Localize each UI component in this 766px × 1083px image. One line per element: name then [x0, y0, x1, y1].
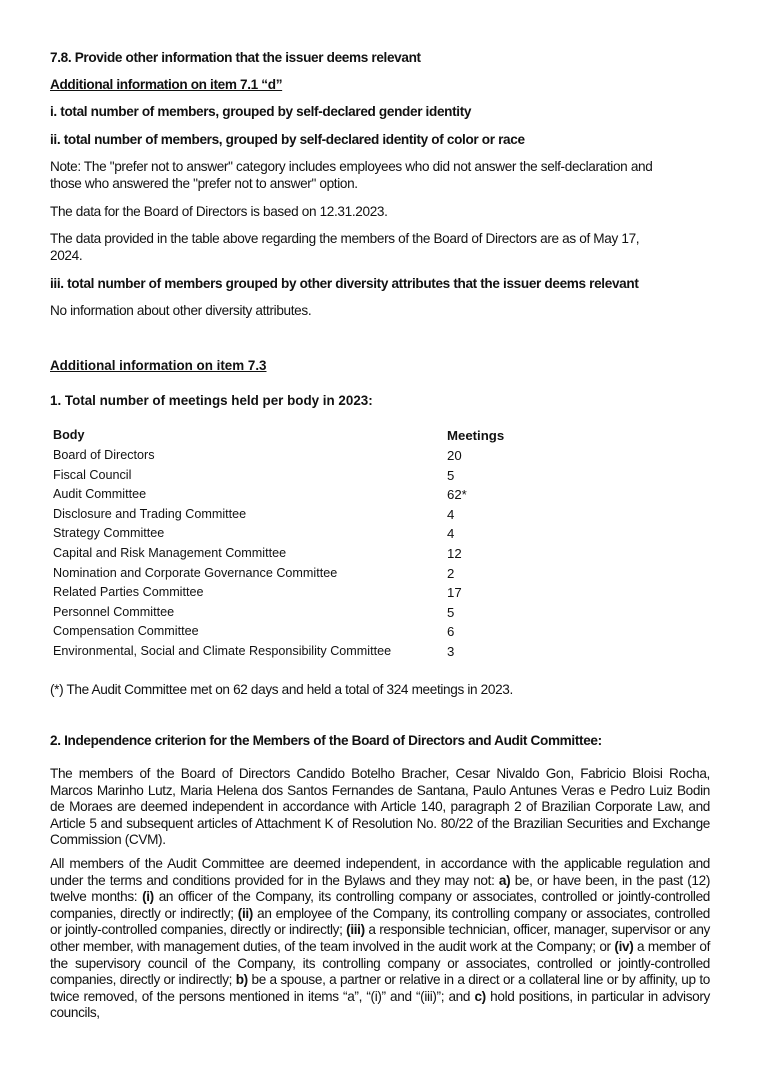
audit-footnote: (*) The Audit Committee met on 62 days and held a total of 324 meetings in 2023. — [50, 682, 513, 697]
meetings-cell: 4 — [447, 526, 455, 542]
subheading-item-73: Additional information on item 7.3 — [50, 358, 267, 373]
audit-text-7: be a spouse, a partner or relative in a direct or a collateral line or by affinity, up to twice removed, of the persons mentioned in items “a”, “(i)” and “(iii)”; and — [50, 972, 710, 1004]
note-line-1: Note: The "prefer not to answer" category includes employees who did not answer the self-declaration and — [50, 159, 653, 174]
table-row — [53, 448, 613, 468]
audit-text-8: hold positions, in particular in advisory councils, — [50, 988, 710, 1021]
table-row — [53, 526, 613, 546]
audit-bold-c: c) — [474, 988, 486, 1004]
body-cell: Strategy Committee — [53, 526, 165, 541]
body-cell: Related Parties Committee — [53, 585, 204, 600]
section-title: 7.8. Provide other information that the issuer deems relevant — [50, 50, 421, 65]
body-cell: Board of Directors — [53, 448, 155, 462]
body-cell: Environmental, Social and Climate Responsibility Committee — [53, 644, 392, 658]
item-iii-heading: iii. total number of members grouped by other diversity attributes that the issuer deems relevant — [50, 276, 639, 291]
meetings-cell: 3 — [447, 644, 455, 659]
table-row — [53, 487, 613, 507]
body-cell: Personnel Committee — [53, 604, 175, 619]
audit-bold-iv: (iv) — [614, 938, 634, 954]
table-row — [53, 546, 613, 566]
audit-independence-paragraph — [50, 856, 710, 1022]
subheading-item-71d: Additional information on item 7.1 “d” — [50, 77, 283, 92]
table-row — [53, 624, 613, 644]
table-row — [53, 605, 613, 625]
audit-bold-i: (i) — [142, 889, 154, 905]
body-cell: Fiscal Council — [53, 467, 132, 482]
audit-text-2: be, or have been, in the past (12) twelve months: — [50, 872, 710, 905]
header-meetings: Meetings — [447, 428, 505, 443]
table-row — [53, 566, 613, 586]
body-cell: Capital and Risk Management Committee — [53, 546, 287, 560]
audit-bold-a: a) — [498, 872, 511, 888]
note-line-2: those who answered the "prefer not to answer" option. — [50, 176, 358, 191]
meetings-cell: 6 — [447, 624, 455, 640]
body-cell: Disclosure and Trading Committee — [53, 506, 247, 521]
audit-bold-ii: (ii) — [237, 905, 253, 921]
table-data-line-1: The data provided in the table above regarding the members of the Board of Directors are as of May 17, — [50, 231, 640, 246]
meetings-cell: 5 — [447, 467, 455, 483]
body-cell: Audit Committee — [53, 487, 147, 502]
body-cell: Compensation Committee — [53, 624, 199, 639]
table-row — [53, 644, 613, 664]
body-cell: Nomination and Corporate Governance Committee — [53, 565, 338, 580]
board-data-date: The data for the Board of Directors is based on 12.31.2023. — [50, 204, 388, 219]
audit-bold-iii: (iii) — [346, 922, 365, 938]
meetings-cell: 62* — [447, 487, 467, 503]
audit-text-4: an employee of the Company, its controlling company or associates, controlled or jointly-controlled companies, directly or indirectly; — [50, 905, 710, 938]
meetings-cell: 20 — [447, 448, 462, 463]
table-row — [53, 468, 613, 488]
meetings-cell: 17 — [447, 585, 462, 601]
meetings-cell: 5 — [447, 604, 455, 620]
no-info-text: No information about other diversity attributes. — [50, 303, 312, 318]
audit-text-6: a member of the supervisory council of the Company, its controlling company or associates, controlled or jointly-controlled companies, directly or indirectly; — [50, 938, 710, 988]
independence-heading: 2. Independence criterion for the Members of the Board of Directors and Audit Committee: — [50, 733, 602, 748]
audit-text-5: a responsible technician, officer, manager, supervisor or any other member, with management duties, of the team involved in the audit work at the Company; or — [50, 922, 710, 954]
table-header-row — [53, 428, 613, 448]
table-row — [53, 585, 613, 605]
table-data-line-2: 2024. — [50, 248, 83, 263]
meetings-heading: 1. Total number of meetings held per body in 2023: — [50, 393, 373, 408]
meetings-cell: 12 — [447, 546, 462, 561]
meetings-cell: 4 — [447, 506, 455, 522]
audit-text-1: All members of the Audit Committee are deemed independent, in accordance with the applicable regulation and under the terms and conditions provided for in the Bylaws and they may not: — [50, 856, 710, 888]
item-i-heading: i. total number of members, grouped by self-declared gender identity — [50, 104, 472, 119]
item-ii-heading: ii. total number of members, grouped by self-declared identity of color or race — [50, 132, 525, 147]
table-row — [53, 507, 613, 527]
audit-bold-b: b) — [235, 972, 248, 988]
header-body: Body — [53, 428, 85, 442]
audit-text-3: an officer of the Company, its controlling company or associates, controlled or jointly-controlled companies, directly or indirectly; — [50, 889, 710, 921]
meetings-cell: 2 — [447, 565, 455, 581]
board-independence-paragraph: The members of the Board of Directors Candido Botelho Bracher, Cesar Nivaldo Gon, Fabricio Bloisi Rocha, Marcos Marinho Lutz, Maria Helena dos Santos Fernandes de Santana, Paulo Antunes Veras e Pedro Luiz Bodin de Moraes are deemed independent in accordance with Article 140, paragraph 2 of Brazilian Corporate Law, and Article 5 and subsequent articles of Attachment K of Resolution No. 80/22 of the Brazilian Securities and Exchange Commission (CVM). — [50, 766, 710, 848]
